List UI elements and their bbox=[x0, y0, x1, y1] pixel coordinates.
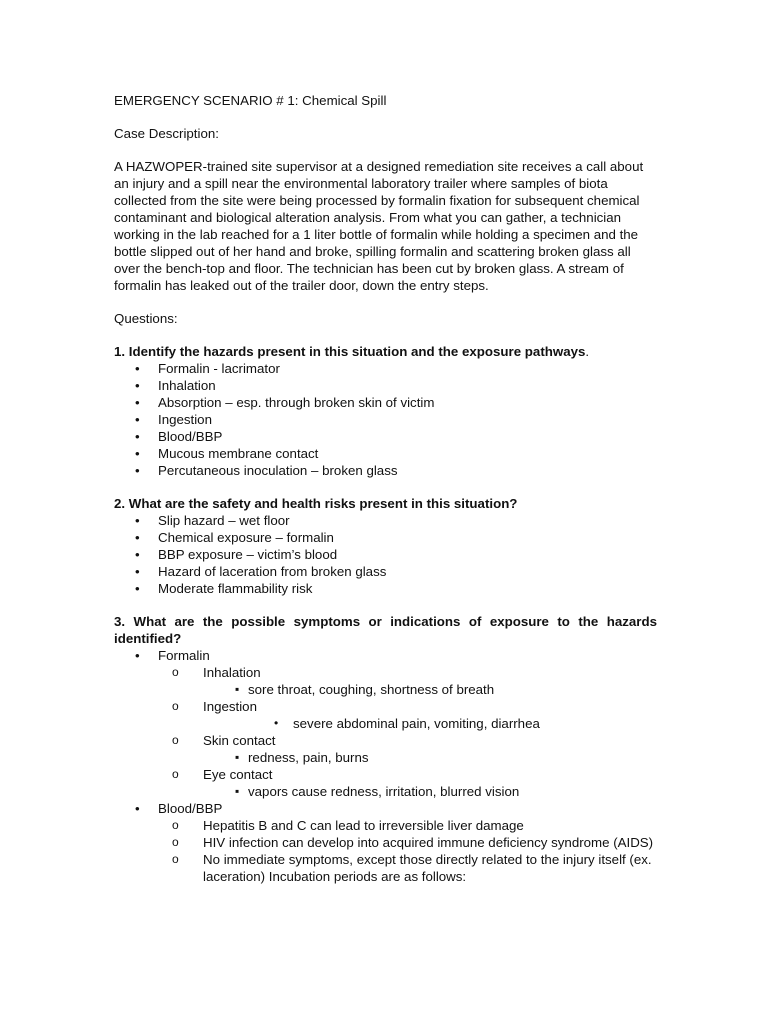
route-detail: ▪ sore throat, coughing, shortness of breath bbox=[248, 681, 657, 698]
question-1-period: . bbox=[585, 344, 590, 359]
case-description-label: Case Description: bbox=[114, 126, 219, 141]
list-item-formalin bbox=[114, 647, 657, 664]
route-detail: ▪ vapors cause redness, irritation, blurred vision bbox=[248, 783, 657, 800]
question-3-list bbox=[114, 647, 657, 664]
list-item: • Inhalation bbox=[114, 377, 657, 394]
list-item: • Ingestion bbox=[114, 411, 657, 428]
list-item: • Chemical exposure – formalin bbox=[114, 529, 657, 546]
list-item: • Moderate flammability risk bbox=[114, 580, 657, 597]
route-label: Eye contact bbox=[203, 767, 273, 782]
questions-label: Questions: bbox=[114, 311, 178, 326]
route-detail-list bbox=[203, 749, 657, 766]
question-2-section bbox=[114, 495, 657, 597]
question-2-list bbox=[114, 512, 657, 597]
bbp-list bbox=[114, 817, 657, 885]
bbp-item: o Hepatitis B and C can lead to irreversible liver damage bbox=[114, 817, 657, 834]
route-detail-list bbox=[203, 681, 657, 698]
bbp-label: Blood/BBP bbox=[158, 801, 223, 816]
list-item: • BBP exposure – victim’s blood bbox=[114, 546, 657, 563]
question-3-section bbox=[114, 613, 657, 885]
document-title: EMERGENCY SCENARIO # 1: Chemical Spill bbox=[114, 93, 387, 108]
question-1-section bbox=[114, 343, 657, 479]
route-detail-list bbox=[203, 783, 657, 800]
route-label: Skin contact bbox=[203, 733, 276, 748]
route-detail: ▪ redness, pain, burns bbox=[248, 749, 657, 766]
case-description-text: A HAZWOPER-trained site supervisor at a designed remediation site receives a call about an injury and a spill near the environmental laboratory trailer where samples of biota collected from the site were being processed by formalin fixation for subsequent chemical contaminant and biological alteration analysis. From what you can gather, a technician working in the lab reached for a 1 liter bottle of formalin while holding a specimen and the bottle slipped out of her hand and broke, spilling formalin and scattering broken glass all over the bench-top and floor. The technician has been cut by broken glass. A stream of formalin has leaked out of the trailer door, down the entry steps. bbox=[114, 159, 644, 293]
list-item: • Hazard of laceration from broken glass bbox=[114, 563, 657, 580]
bbp-item: o No immediate symptoms, except those directly related to the injury itself (ex. laceration) Incubation periods are as follows: bbox=[114, 851, 657, 885]
question-3-list-bbp bbox=[114, 800, 657, 817]
route-item bbox=[114, 766, 657, 800]
document-page bbox=[114, 92, 657, 885]
question-1-text: 1. Identify the hazards present in this situation and the exposure pathways bbox=[114, 344, 586, 359]
route-label: Inhalation bbox=[203, 665, 261, 680]
question-1 bbox=[114, 343, 657, 360]
route-item bbox=[114, 732, 657, 766]
bbp-item: o HIV infection can develop into acquired immune deficiency syndrome (AIDS) bbox=[114, 834, 657, 851]
list-item: • Formalin - lacrimator bbox=[114, 360, 657, 377]
list-item: • Percutaneous inoculation – broken glass bbox=[114, 462, 657, 479]
formalin-label: Formalin bbox=[158, 648, 210, 663]
route-item bbox=[114, 664, 657, 698]
list-item: • Absorption – esp. through broken skin of victim bbox=[114, 394, 657, 411]
route-item bbox=[114, 698, 657, 732]
list-item: • Slip hazard – wet floor bbox=[114, 512, 657, 529]
question-3-text: 3. What are the possible symptoms or indications of exposure to the hazards identified? bbox=[114, 614, 657, 646]
question-2-text: 2. What are the safety and health risks present in this situation? bbox=[114, 496, 518, 511]
formalin-routes-list bbox=[114, 664, 657, 800]
route-detail-list bbox=[203, 715, 657, 732]
route-detail: • severe abdominal pain, vomiting, diarrhea bbox=[293, 715, 657, 732]
list-item: • Mucous membrane contact bbox=[114, 445, 657, 462]
list-item-bbp bbox=[114, 800, 657, 817]
question-1-list bbox=[114, 360, 657, 479]
route-label: Ingestion bbox=[203, 699, 257, 714]
list-item: • Blood/BBP bbox=[114, 428, 657, 445]
